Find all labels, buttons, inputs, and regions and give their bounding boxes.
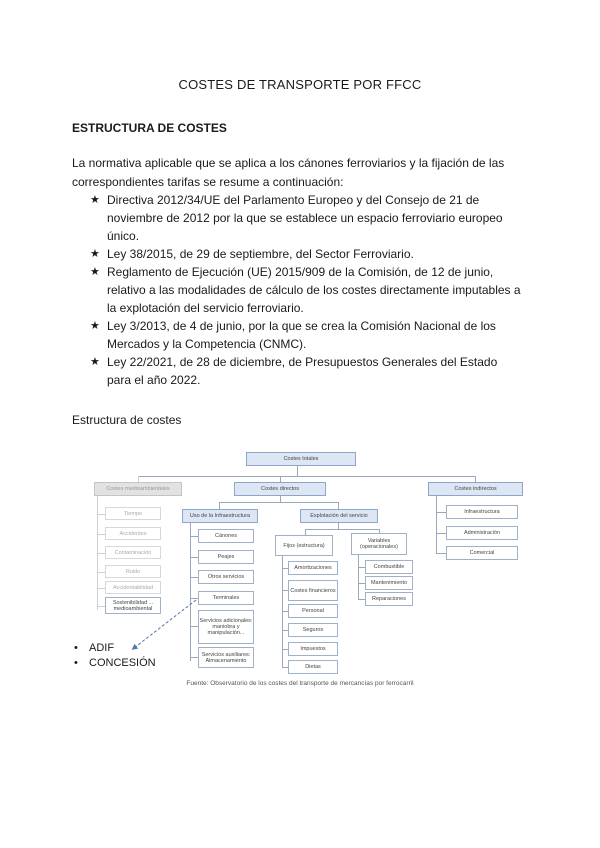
infra-item: Servicios adicionales: maniobra y manipulación... xyxy=(198,610,254,644)
indirect-item: Administración xyxy=(446,526,518,540)
external-item: Accidentabilidad xyxy=(105,581,161,594)
operation-box: Explotación del servicio xyxy=(300,509,378,523)
bullet-icon: • xyxy=(74,642,78,654)
external-item: Accidentes xyxy=(105,527,161,540)
infra-item: Cánones xyxy=(198,529,254,543)
list-item: • CONCESIÓN xyxy=(74,657,156,669)
indirect-item: Comercial xyxy=(446,546,518,560)
star-icon: ★ xyxy=(90,248,100,260)
diagram-subheading: Estructura de costes xyxy=(72,413,182,427)
external-item: Tiempo xyxy=(105,507,161,520)
list-item: ★ Directiva 2012/34/UE del Parlamento Europeo y del Consejo de 21 de noviembre de 2012 por la que se establece un espacio ferroviario europeo único. xyxy=(90,193,503,243)
variable-item: Mantenimiento xyxy=(365,576,413,590)
variable-costs-box: Variables (operacionales) xyxy=(351,533,407,555)
section-heading: ESTRUCTURA DE COSTES xyxy=(72,121,227,135)
root-box: Costes totales xyxy=(246,452,356,466)
list-item: • ADIF xyxy=(74,642,115,654)
regulation-list xyxy=(90,191,524,389)
star-icon: ★ xyxy=(90,356,100,368)
infra-use-box: Uso de la Infraestructura xyxy=(182,509,258,523)
star-icon: ★ xyxy=(90,194,100,206)
diagram-caption: Fuente: Observatorio de los costes del transporte de mercancías por ferrocarril xyxy=(186,680,414,687)
indirect-item: Infraestructura xyxy=(446,505,518,519)
infra-item: Servicios auxiliares: Almacenamiento xyxy=(198,647,254,668)
list-item: ★ Reglamento de Ejecución (UE) 2015/909 de la Comisión, de 12 de junio, relativo a las modalidades de cálculo de los costes directamente imputables a la explotación del servicio ferroviario. xyxy=(90,265,521,315)
fixed-item: Personal xyxy=(288,604,338,618)
fixed-item: Dietas xyxy=(288,660,338,674)
external-item: Sostenibilidad ... medioambiental xyxy=(105,597,161,614)
variable-item: Combustible xyxy=(365,560,413,574)
variable-item: Reparaciones xyxy=(365,592,413,606)
list-item: ★ Ley 3/2013, de 4 de junio, por la que se crea la Comisión Nacional de los Mercados y la Competencia (CNMC). xyxy=(90,319,496,351)
external-costs-box: Costes medioambientales xyxy=(94,482,182,496)
star-icon: ★ xyxy=(90,320,100,332)
operators-list xyxy=(74,641,156,671)
fixed-costs-box: Fijos (estructura) xyxy=(275,535,333,556)
fixed-item: Costes financieros xyxy=(288,580,338,601)
list-item: ★ Ley 22/2021, de 28 de diciembre, de Presupuestos Generales del Estado para el año 2022. xyxy=(90,355,498,387)
infra-item: Otros servicios xyxy=(198,570,254,584)
infra-item: Terminales xyxy=(198,591,254,605)
indirect-costs-box: Costes indirectos xyxy=(428,482,523,496)
fixed-item: Impuestos xyxy=(288,642,338,656)
page-title: COSTES DE TRANSPORTE POR FFCC xyxy=(178,77,422,92)
fixed-item: Amortizaciones xyxy=(288,561,338,575)
infra-item: Peajes xyxy=(198,550,254,564)
star-icon: ★ xyxy=(90,266,100,278)
external-item: Contaminación xyxy=(105,546,161,559)
direct-costs-box: Costes directos xyxy=(234,482,326,496)
bullet-icon: • xyxy=(74,657,78,669)
external-item: Ruido xyxy=(105,565,161,578)
intro-paragraph: La normativa aplicable que se aplica a los cánones ferroviarios y la fijación de las correspondientes tarifas se resume a continuación: xyxy=(72,156,505,189)
list-item: ★ Ley 38/2015, de 29 de septiembre, del Sector Ferroviario. xyxy=(90,247,414,261)
fixed-item: Seguros xyxy=(288,623,338,637)
